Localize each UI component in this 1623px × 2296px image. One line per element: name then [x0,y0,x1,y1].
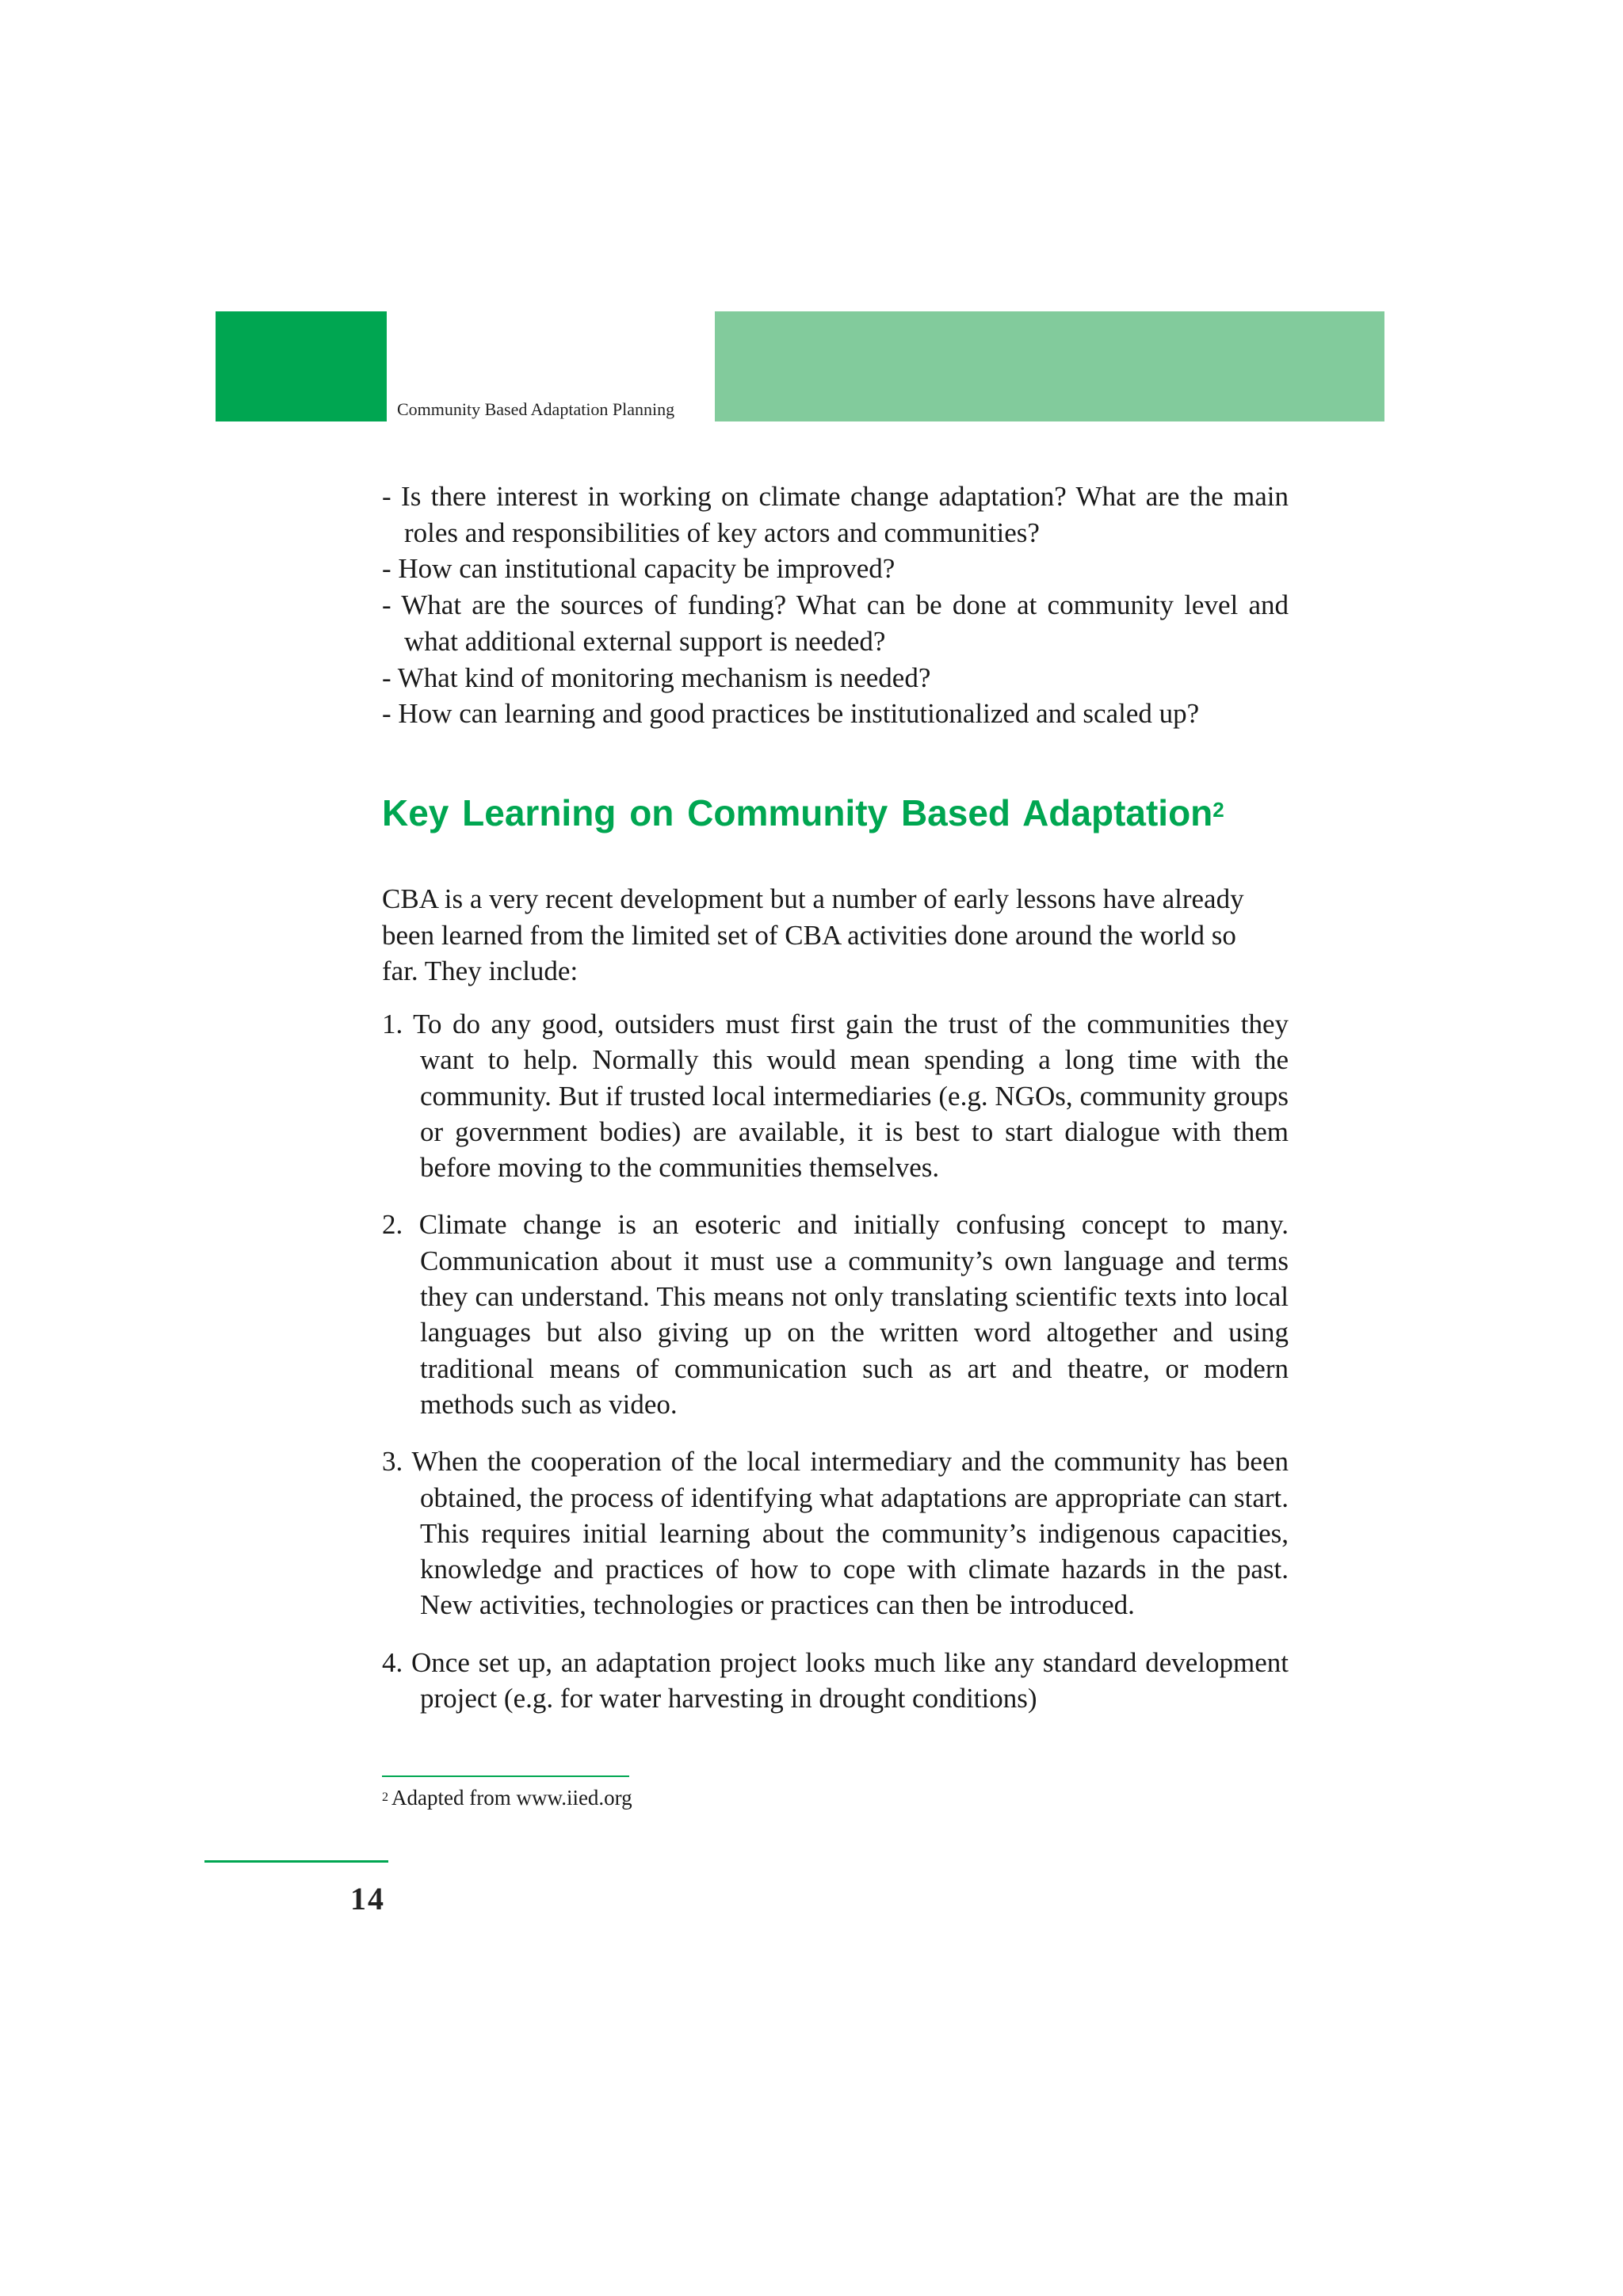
running-head: Community Based Adaptation Planning [397,399,675,419]
intro-paragraph: CBA is a very recent development but a number of early lessons have already been learned from the limited set of CBA activities done around the world so far. They include: [382,883,1244,986]
page-number: 14 [350,1881,385,1917]
list-item: - What are the sources of funding? What can be done at community level and what additional external support is needed? [382,589,1289,657]
section-heading [382,789,1289,837]
list-item: 3. When the cooperation of the local intermediary and the community has been obtained, the process of identifying what adaptations are appropriate can start. This requires initial learning about the community’s indigenous capacities, knowledge and practices of how to cope with climate hazards in the past. New activities, technologies or practices can then be introduced. [382,1446,1289,1621]
list-item: - Is there interest in working on climate change adaptation? What are the main roles and responsibilities of key actors and communities? [382,481,1289,548]
page-number-rule [204,1860,388,1863]
footnote [382,1784,632,1811]
list-item: - How can institutional capacity be improved? [382,553,896,585]
list-item: 4. Once set up, an adaptation project looks much like any standard development project (e.g. for water harvesting in drought conditions) [382,1646,1289,1714]
question-list [382,479,1289,732]
section-heading-text: Key Learning on Community Based Adaptation [382,792,1213,833]
footnote-reference: 2 [1212,798,1224,822]
lessons-list [382,1006,1289,1737]
list-item: - How can learning and good practices be institutionalized and scaled up? [382,698,1200,730]
header-accent-block-light [715,311,1384,421]
list-item: 1. To do any good, outsiders must first gain the trust of the communities they want to help. Normally this would mean spending a long time with the community. But if trusted local intermediaries (e.g. NGOs, community groups or government bodies) are available, it is best to start dialogue with them before moving to the communities themselves. [382,1009,1289,1184]
header-accent-block-dark [216,311,387,421]
footnote-mark: 2 [382,1791,388,1804]
footnote-text: Adapted from www.iied.org [391,1786,632,1810]
list-item: - What kind of monitoring mechanism is needed? [382,662,931,693]
footnote-divider [382,1775,629,1777]
list-item: 2. Climate change is an esoteric and initially confusing concept to many. Communication about it must use a community’s own language and terms they can understand. This means not only translating scientific texts into local languages but also giving up on the written word altogether and using traditional means of communication such as art and theatre, or modern methods such as video. [382,1209,1289,1420]
